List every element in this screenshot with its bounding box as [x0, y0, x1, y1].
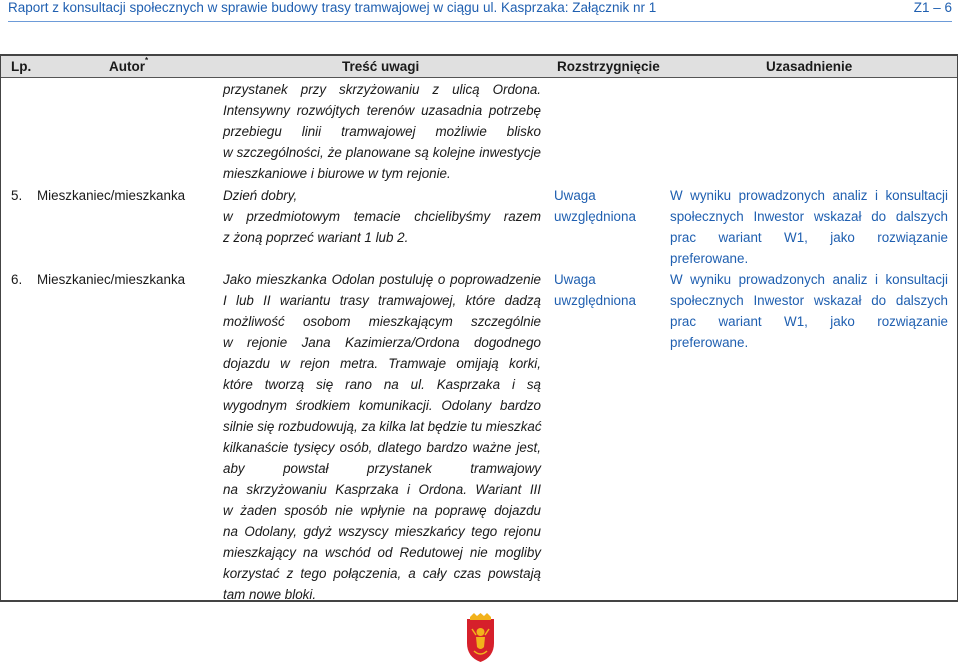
emblem-graphic — [466, 613, 495, 663]
text-line: Uwaga — [554, 272, 596, 287]
text-line: które tworzą się rano na ul. Kasprzaka i są — [223, 377, 541, 392]
text-line: możliwość osobom mieszkającym szczególnie — [223, 314, 541, 329]
text-line: tam nowe bloki. — [223, 587, 317, 602]
text-line: korzystać z tego połączenia, a cały czas powstają — [223, 566, 541, 581]
col-autor-footnote-mark: * — [145, 56, 149, 65]
col-autor-label: Autor — [109, 59, 145, 74]
text-line: przystanek przy skrzyżowaniu z ulicą Ordona. — [223, 82, 541, 97]
text-line: Jako mieszkanka Odolan postuluję o poprowadzenie — [223, 272, 541, 287]
page-header — [8, 0, 952, 17]
text-line: prac wariant W1, jako rozwiązanie — [670, 230, 948, 245]
row6-rozstrzygniecie — [554, 269, 636, 311]
row5-autor: Mieszkaniec/mieszkanka — [37, 188, 186, 203]
page-number: Z1 – 6 — [913, 0, 952, 15]
header-rule — [8, 21, 952, 22]
city-emblem-icon — [466, 613, 495, 663]
text-line: społecznych Inwestor wskazał do dalszych — [670, 209, 948, 224]
row5-uzasadnienie — [670, 185, 948, 269]
text-line: na Odolany, gdyż wszyscy mieszkańcy tego rejonu — [223, 524, 541, 539]
text-line: z żoną poprzeć wariant 1 lub 2. — [223, 230, 409, 245]
row5-lp: 5. — [11, 188, 23, 203]
text-line: preferowane. — [670, 335, 749, 350]
row6-lp: 6. — [11, 272, 23, 287]
row6-autor: Mieszkaniec/mieszkanka — [37, 272, 186, 287]
text-line: społecznych Inwestor wskazał do dalszych — [670, 293, 948, 308]
row6-uzasadnienie — [670, 269, 948, 353]
text-line: silnie się rozbudowują, za kilka lat będzie tu mieszkać — [223, 419, 542, 434]
text-line: kilkanaście tysięcy osób, dlatego bardzo ważne jest, — [223, 440, 541, 455]
text-line: Dzień dobry, — [223, 188, 298, 203]
text-line: uwzględniona — [554, 293, 636, 308]
text-line: wygodnym środkiem komunikacji. Odolany bardzo — [223, 398, 541, 413]
col-tresc: Treść uwagi — [342, 59, 420, 74]
text-line: w rejonie Jana Kazimierza/Ordona dogodnego — [223, 335, 541, 350]
text-line: Uwaga — [554, 188, 596, 203]
text-line: na skrzyżowaniu Kasprzaka i Ordona. Wariant III — [223, 482, 541, 497]
text-line: uwzględniona — [554, 209, 636, 224]
row5-tresc — [223, 185, 541, 248]
text-line: prac wariant W1, jako rozwiązanie — [670, 314, 948, 329]
text-line: mieszkaniowe i biurowe w tym rejonie. — [223, 166, 451, 181]
text-line: dojazdu w rejon metra. Tramwaje omijają korki, — [223, 356, 541, 371]
comments-table — [0, 54, 958, 602]
col-uzasadnienie: Uzasadnienie — [766, 59, 853, 74]
table-header-row — [1, 56, 957, 78]
continuation-tresc — [223, 79, 541, 184]
text-line: aby powstał przystanek tramwajowy — [223, 461, 541, 476]
text-line: w szczególności, że planowane są kolejne inwestycje — [223, 145, 541, 160]
text-line: Intensywny rozwójtych terenów uzasadnia potrzebę — [223, 103, 541, 118]
report-title: Raport z konsultacji społecznych w sprawie budowy trasy tramwajowej w ciągu ul. Kasprzaka: Załącznik nr 1 — [8, 0, 657, 15]
row6-tresc — [223, 269, 541, 605]
col-lp: Lp. — [11, 59, 32, 74]
text-line: przebiegu linii tramwajowej możliwie blisko — [223, 124, 541, 139]
col-rozstrzygniecie: Rozstrzygnięcie — [557, 59, 660, 74]
row5-rozstrzygniecie — [554, 185, 636, 227]
text-line: w żaden sposób nie wpłynie na poprawę dojazdu — [223, 503, 541, 518]
text-line: W wyniku prowadzonych analiz i konsultacji — [670, 272, 948, 287]
col-autor — [109, 56, 149, 74]
text-line: I lub II wariantu trasy tramwajowej, które dadzą — [223, 293, 541, 308]
text-line: w przedmiotowym temacie chcielibyśmy razem — [223, 209, 541, 224]
text-line: mieszkający na wschód od Redutowej nie mogliby — [223, 545, 541, 560]
text-line: W wyniku prowadzonych analiz i konsultacji — [670, 188, 948, 203]
text-line: preferowane. — [670, 251, 749, 266]
